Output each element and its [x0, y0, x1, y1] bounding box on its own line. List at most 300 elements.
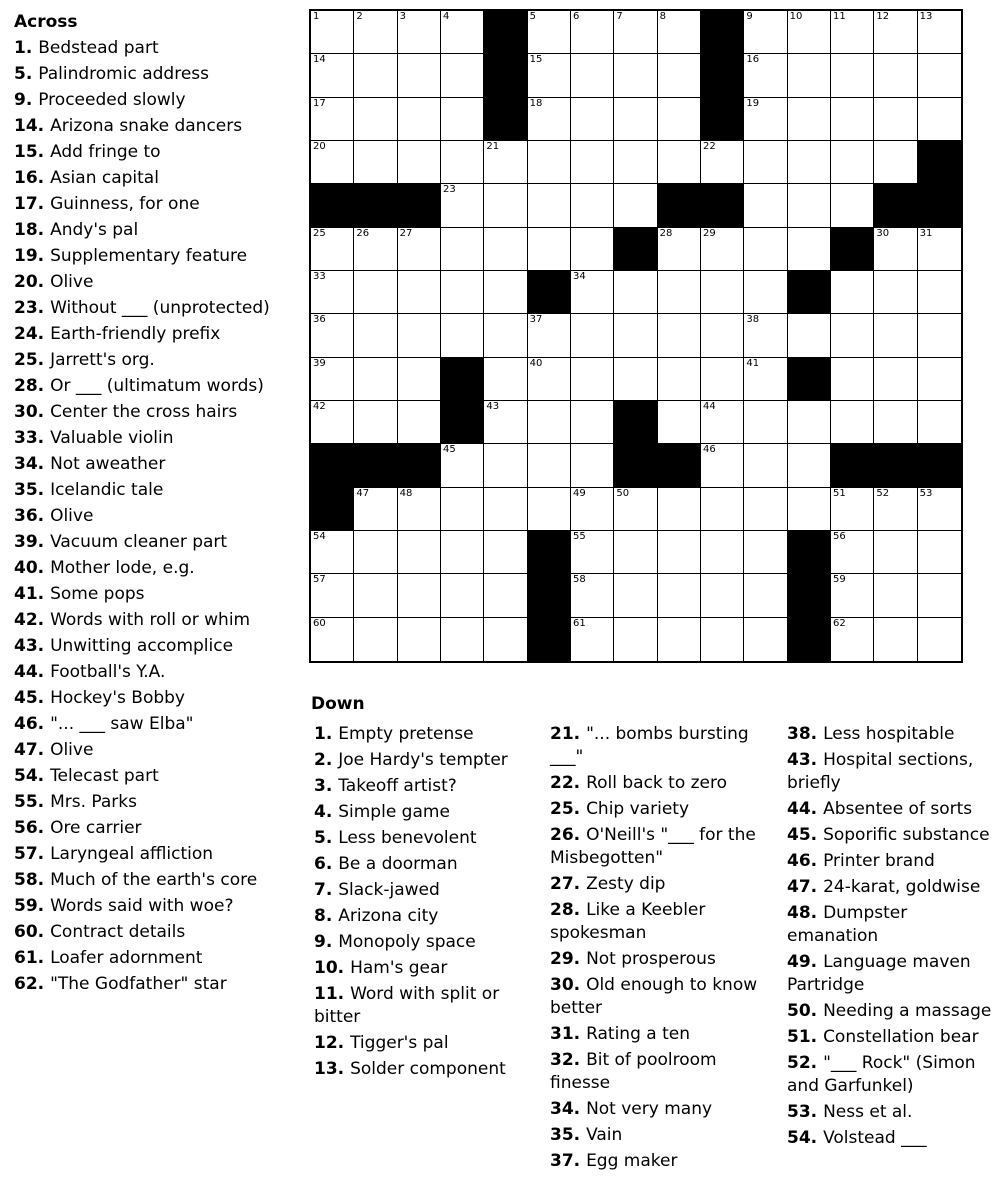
- grid-cell[interactable]: [398, 488, 441, 531]
- grid-cell[interactable]: [874, 271, 917, 314]
- across-clue-25[interactable]: [14, 347, 304, 373]
- grid-cell[interactable]: [831, 531, 874, 574]
- grid-cell[interactable]: [484, 228, 527, 271]
- grid-cell[interactable]: [484, 444, 527, 487]
- across-clue-15[interactable]: [14, 139, 304, 165]
- clue-number: 32: [550, 1050, 574, 1070]
- grid-cell[interactable]: [571, 358, 614, 401]
- grid-cell[interactable]: [701, 574, 744, 617]
- grid-cell[interactable]: [744, 141, 787, 184]
- grid-cell[interactable]: [701, 488, 744, 531]
- grid-cell[interactable]: [571, 141, 614, 184]
- grid-cell[interactable]: [441, 184, 484, 227]
- grid-cell[interactable]: [311, 574, 354, 617]
- across-clue-62[interactable]: [14, 971, 304, 997]
- grid-cell[interactable]: [484, 271, 527, 314]
- across-clue-30[interactable]: [14, 399, 304, 425]
- grid-cell[interactable]: [788, 488, 831, 531]
- down-clue-45[interactable]: [787, 824, 1001, 847]
- across-clue-59[interactable]: [14, 893, 304, 919]
- grid-cell[interactable]: [441, 531, 484, 574]
- down-clue-3[interactable]: [314, 775, 539, 798]
- grid-cell[interactable]: [701, 228, 744, 271]
- grid-cell[interactable]: [831, 314, 874, 357]
- clue-text: Without ___ (unprotected): [50, 298, 270, 318]
- grid-cell[interactable]: [441, 271, 484, 314]
- down-clue-32[interactable]: [550, 1049, 775, 1095]
- down-clue-13[interactable]: [314, 1058, 539, 1081]
- clue-text: Hockey's Bobby: [50, 688, 185, 708]
- grid-cell[interactable]: [831, 574, 874, 617]
- block-cell: [614, 444, 657, 487]
- grid-cell[interactable]: [788, 54, 831, 97]
- grid-cell[interactable]: [918, 271, 961, 314]
- grid-cell[interactable]: [874, 488, 917, 531]
- grid-cell[interactable]: [788, 228, 831, 271]
- grid-cell[interactable]: [701, 531, 744, 574]
- grid-cell[interactable]: [398, 574, 441, 617]
- grid-cell[interactable]: [744, 228, 787, 271]
- grid-cell[interactable]: [571, 444, 614, 487]
- grid-cell[interactable]: [571, 271, 614, 314]
- down-clue-2[interactable]: [314, 749, 539, 772]
- grid-cell[interactable]: [614, 358, 657, 401]
- grid-cell[interactable]: [441, 314, 484, 357]
- across-clue-20[interactable]: [14, 269, 304, 295]
- grid-cell[interactable]: [831, 11, 874, 54]
- grid-cell[interactable]: [398, 141, 441, 184]
- down-clue-11[interactable]: [314, 983, 539, 1029]
- grid-cell[interactable]: [874, 358, 917, 401]
- grid-cell[interactable]: [658, 531, 701, 574]
- clue-number-dot: .: [37, 506, 51, 526]
- clue-number: 16: [14, 168, 38, 188]
- grid-cell[interactable]: [354, 618, 397, 661]
- grid-cell[interactable]: [831, 271, 874, 314]
- grid-cell[interactable]: [528, 141, 571, 184]
- grid-cell[interactable]: [484, 314, 527, 357]
- grid-cell[interactable]: [874, 574, 917, 617]
- grid-cell[interactable]: [614, 314, 657, 357]
- grid-cell[interactable]: [874, 314, 917, 357]
- grid-cell[interactable]: [614, 141, 657, 184]
- grid-cell[interactable]: [788, 11, 831, 54]
- clue-number: 10: [314, 958, 338, 978]
- grid-cell[interactable]: [614, 531, 657, 574]
- grid-cell[interactable]: [354, 314, 397, 357]
- down-clue-1[interactable]: [314, 723, 539, 746]
- block-cell: [658, 444, 701, 487]
- grid-cell[interactable]: [788, 401, 831, 444]
- grid-cell[interactable]: [614, 271, 657, 314]
- down-clue-28[interactable]: [550, 899, 775, 945]
- grid-cell[interactable]: [398, 401, 441, 444]
- grid-cell[interactable]: [441, 444, 484, 487]
- grid-cell[interactable]: [571, 488, 614, 531]
- grid-cell[interactable]: [831, 358, 874, 401]
- across-clue-60[interactable]: [14, 919, 304, 945]
- grid-cell[interactable]: [311, 531, 354, 574]
- clue-text: Supplementary feature: [50, 246, 248, 266]
- grid-cell[interactable]: [398, 531, 441, 574]
- across-clue-57[interactable]: [14, 841, 304, 867]
- down-clue-27[interactable]: [550, 873, 775, 896]
- cell-number: 22: [702, 140, 716, 152]
- clue-text: Earth-friendly prefix: [50, 324, 221, 344]
- across-clue-41[interactable]: [14, 581, 304, 607]
- grid-cell[interactable]: [528, 488, 571, 531]
- grid-cell[interactable]: [744, 531, 787, 574]
- block-cell: [788, 531, 831, 574]
- grid-cell[interactable]: [831, 184, 874, 227]
- grid-cell[interactable]: [614, 11, 657, 54]
- down-clue-4[interactable]: [314, 801, 539, 824]
- grid-cell[interactable]: [918, 531, 961, 574]
- grid-cell[interactable]: [744, 98, 787, 141]
- grid-cell[interactable]: [918, 488, 961, 531]
- grid-cell[interactable]: [354, 358, 397, 401]
- grid-cell[interactable]: [528, 98, 571, 141]
- across-clue-16[interactable]: [14, 165, 304, 191]
- grid-cell[interactable]: [354, 11, 397, 54]
- grid-cell[interactable]: [658, 488, 701, 531]
- grid-cell[interactable]: [571, 11, 614, 54]
- grid-cell[interactable]: [918, 401, 961, 444]
- clue-number: 62: [14, 974, 38, 994]
- grid-cell[interactable]: [874, 98, 917, 141]
- across-clue-36[interactable]: [14, 503, 304, 529]
- grid-cell[interactable]: [831, 401, 874, 444]
- grid-cell[interactable]: [484, 358, 527, 401]
- grid-cell[interactable]: [528, 184, 571, 227]
- down-clue-21[interactable]: [550, 723, 775, 769]
- across-clue-18[interactable]: [14, 217, 304, 243]
- grid-cell[interactable]: [918, 54, 961, 97]
- across-clue-19[interactable]: [14, 243, 304, 269]
- grid-cell[interactable]: [484, 141, 527, 184]
- across-clue-35[interactable]: [14, 477, 304, 503]
- down-clue-51[interactable]: [787, 1026, 1001, 1049]
- clue-number-dot: .: [337, 958, 351, 978]
- down-clue-54[interactable]: [787, 1127, 1001, 1150]
- clue-text: Monopoly space: [338, 932, 476, 952]
- down-clue-47[interactable]: [787, 876, 1001, 899]
- across-clue-45[interactable]: [14, 685, 304, 711]
- across-clue-39[interactable]: [14, 529, 304, 555]
- grid-cell[interactable]: [354, 574, 397, 617]
- down-clue-35[interactable]: [550, 1124, 775, 1147]
- grid-cell[interactable]: [441, 574, 484, 617]
- grid-cell[interactable]: [918, 358, 961, 401]
- grid-cell[interactable]: [874, 141, 917, 184]
- grid-cell[interactable]: [788, 184, 831, 227]
- grid-cell[interactable]: [528, 11, 571, 54]
- across-clue-28[interactable]: [14, 373, 304, 399]
- grid-cell[interactable]: [398, 11, 441, 54]
- across-clue-5[interactable]: [14, 61, 304, 87]
- grid-cell[interactable]: [744, 488, 787, 531]
- grid-cell[interactable]: [354, 141, 397, 184]
- grid-cell[interactable]: [528, 54, 571, 97]
- grid-cell[interactable]: [918, 98, 961, 141]
- grid-cell[interactable]: [614, 574, 657, 617]
- grid-cell[interactable]: [744, 401, 787, 444]
- down-clue-38[interactable]: [787, 723, 1001, 746]
- down-clue-31[interactable]: [550, 1023, 775, 1046]
- across-clue-24[interactable]: [14, 321, 304, 347]
- grid-cell[interactable]: [311, 401, 354, 444]
- clue-number-dot: .: [810, 1001, 824, 1021]
- clue-number-dot: .: [573, 1050, 587, 1070]
- cell-number: 19: [746, 97, 760, 109]
- grid-cell[interactable]: [658, 11, 701, 54]
- down-clue-30[interactable]: [550, 974, 775, 1020]
- across-clue-34[interactable]: [14, 451, 304, 477]
- grid-cell[interactable]: [614, 618, 657, 661]
- across-clue-42[interactable]: [14, 607, 304, 633]
- grid-cell[interactable]: [398, 314, 441, 357]
- clue-text: Zesty dip: [586, 874, 666, 894]
- grid-cell[interactable]: [398, 358, 441, 401]
- grid-cell[interactable]: [354, 228, 397, 271]
- clue-number-dot: .: [325, 906, 339, 926]
- grid-cell[interactable]: [658, 574, 701, 617]
- grid-cell[interactable]: [788, 444, 831, 487]
- grid-cell[interactable]: [441, 228, 484, 271]
- down-clue-25[interactable]: [550, 798, 775, 821]
- across-clue-9[interactable]: [14, 87, 304, 113]
- cell-number: 39: [313, 357, 326, 369]
- grid-cell[interactable]: [918, 228, 961, 271]
- grid-cell[interactable]: [484, 618, 527, 661]
- grid-cell[interactable]: [658, 54, 701, 97]
- across-clue-43[interactable]: [14, 633, 304, 659]
- grid-cell[interactable]: [614, 98, 657, 141]
- grid-cell[interactable]: [658, 401, 701, 444]
- down-clue-10[interactable]: [314, 957, 539, 980]
- across-clue-55[interactable]: [14, 789, 304, 815]
- grid-cell[interactable]: [788, 141, 831, 184]
- grid-cell[interactable]: [744, 618, 787, 661]
- grid-cell[interactable]: [658, 618, 701, 661]
- grid-cell[interactable]: [354, 488, 397, 531]
- grid-cell[interactable]: [744, 574, 787, 617]
- grid-cell[interactable]: [614, 488, 657, 531]
- grid-cell[interactable]: [614, 184, 657, 227]
- grid-cell[interactable]: [918, 618, 961, 661]
- block-cell: [311, 184, 354, 227]
- down-clue-5[interactable]: [314, 827, 539, 850]
- grid-cell[interactable]: [701, 314, 744, 357]
- across-clue-17[interactable]: [14, 191, 304, 217]
- clue-number-dot: .: [325, 724, 339, 744]
- block-cell: [874, 444, 917, 487]
- across-clue-23[interactable]: [14, 295, 304, 321]
- down-clue-37[interactable]: [550, 1150, 775, 1173]
- grid-cell[interactable]: [571, 574, 614, 617]
- block-cell: [441, 401, 484, 444]
- grid-cell[interactable]: [744, 444, 787, 487]
- across-clue-33[interactable]: [14, 425, 304, 451]
- grid-cell[interactable]: [874, 401, 917, 444]
- grid-cell[interactable]: [441, 98, 484, 141]
- grid-cell[interactable]: [874, 228, 917, 271]
- grid-cell[interactable]: [701, 358, 744, 401]
- grid-cell[interactable]: [398, 271, 441, 314]
- clue-number-dot: .: [810, 825, 824, 845]
- grid-cell[interactable]: [311, 141, 354, 184]
- grid-cell[interactable]: [571, 184, 614, 227]
- grid-cell[interactable]: [874, 54, 917, 97]
- grid-cell[interactable]: [311, 358, 354, 401]
- grid-cell[interactable]: [831, 54, 874, 97]
- grid-cell[interactable]: [398, 98, 441, 141]
- grid-cell[interactable]: [311, 98, 354, 141]
- down-clue-48[interactable]: [787, 902, 1001, 948]
- grid-cell[interactable]: [311, 228, 354, 271]
- across-clue-46[interactable]: [14, 711, 304, 737]
- grid-cell[interactable]: [571, 228, 614, 271]
- grid-cell[interactable]: [831, 141, 874, 184]
- grid-cell[interactable]: [701, 271, 744, 314]
- grid-cell[interactable]: [658, 358, 701, 401]
- down-clue-52[interactable]: [787, 1052, 1001, 1098]
- down-clue-50[interactable]: [787, 1000, 1001, 1023]
- down-clue-34[interactable]: [550, 1098, 775, 1121]
- clue-number-dot: .: [325, 932, 339, 952]
- grid-cell[interactable]: [441, 11, 484, 54]
- grid-cell[interactable]: [441, 141, 484, 184]
- grid-cell[interactable]: [484, 184, 527, 227]
- grid-cell[interactable]: [788, 98, 831, 141]
- grid-cell[interactable]: [528, 228, 571, 271]
- grid-cell[interactable]: [484, 531, 527, 574]
- cell-number: 20: [313, 140, 326, 152]
- down-clue-6[interactable]: [314, 853, 539, 876]
- grid-cell[interactable]: [744, 184, 787, 227]
- across-clue-40[interactable]: [14, 555, 304, 581]
- grid-cell[interactable]: [788, 314, 831, 357]
- grid-cell[interactable]: [571, 314, 614, 357]
- across-clue-1[interactable]: [14, 35, 304, 61]
- down-clue-22[interactable]: [550, 772, 775, 795]
- grid-cell[interactable]: [658, 141, 701, 184]
- grid-cell[interactable]: [354, 531, 397, 574]
- across-clue-56[interactable]: [14, 815, 304, 841]
- grid-cell[interactable]: [398, 228, 441, 271]
- clue-text: Absentee of sorts: [823, 799, 973, 819]
- grid-cell[interactable]: [918, 574, 961, 617]
- block-cell: [354, 444, 397, 487]
- grid-cell[interactable]: [311, 618, 354, 661]
- grid-cell[interactable]: [744, 271, 787, 314]
- grid-cell[interactable]: [571, 618, 614, 661]
- grid-cell[interactable]: [484, 401, 527, 444]
- down-clue-43[interactable]: [787, 749, 1001, 795]
- grid-cell[interactable]: [398, 54, 441, 97]
- grid-cell[interactable]: [701, 618, 744, 661]
- grid-cell[interactable]: [831, 488, 874, 531]
- grid-cell[interactable]: [658, 228, 701, 271]
- grid-cell[interactable]: [311, 11, 354, 54]
- grid-cell[interactable]: [354, 98, 397, 141]
- across-clue-14[interactable]: [14, 113, 304, 139]
- grid-cell[interactable]: [571, 401, 614, 444]
- grid-cell[interactable]: [528, 358, 571, 401]
- down-clue-46[interactable]: [787, 850, 1001, 873]
- down-clue-44[interactable]: [787, 798, 1001, 821]
- grid-cell[interactable]: [571, 531, 614, 574]
- grid-cell[interactable]: [528, 401, 571, 444]
- clue-text: Hospital sections, briefly: [787, 750, 974, 793]
- down-clue-53[interactable]: [787, 1101, 1001, 1124]
- grid-cell[interactable]: [311, 54, 354, 97]
- grid-cell[interactable]: [484, 488, 527, 531]
- grid-cell[interactable]: [354, 54, 397, 97]
- grid-cell[interactable]: [658, 314, 701, 357]
- grid-cell[interactable]: [441, 618, 484, 661]
- grid-cell[interactable]: [441, 488, 484, 531]
- grid-cell[interactable]: [744, 54, 787, 97]
- down-clue-26[interactable]: [550, 824, 775, 870]
- cell-number: 60: [313, 617, 326, 629]
- down-clue-7[interactable]: [314, 879, 539, 902]
- down-clue-29[interactable]: [550, 948, 775, 971]
- grid-cell[interactable]: [354, 401, 397, 444]
- across-clue-54[interactable]: [14, 763, 304, 789]
- grid-cell[interactable]: [311, 314, 354, 357]
- across-clue-44[interactable]: [14, 659, 304, 685]
- clue-text: Ore carrier: [50, 818, 142, 838]
- down-clue-49[interactable]: [787, 951, 1001, 997]
- clue-number-dot: .: [37, 740, 51, 760]
- grid-cell[interactable]: [398, 618, 441, 661]
- grid-cell[interactable]: [874, 11, 917, 54]
- grid-cell[interactable]: [658, 98, 701, 141]
- grid-cell[interactable]: [701, 444, 744, 487]
- grid-cell[interactable]: [918, 11, 961, 54]
- across-clue-61[interactable]: [14, 945, 304, 971]
- grid-cell[interactable]: [744, 11, 787, 54]
- grid-cell[interactable]: [441, 54, 484, 97]
- grid-cell[interactable]: [874, 531, 917, 574]
- grid-cell[interactable]: [831, 98, 874, 141]
- grid-cell[interactable]: [528, 314, 571, 357]
- grid-cell[interactable]: [484, 574, 527, 617]
- grid-cell[interactable]: [528, 444, 571, 487]
- grid-cell[interactable]: [831, 618, 874, 661]
- grid-cell[interactable]: [571, 54, 614, 97]
- across-clue-58[interactable]: [14, 867, 304, 893]
- grid-cell[interactable]: [701, 401, 744, 444]
- grid-cell[interactable]: [311, 271, 354, 314]
- grid-cell[interactable]: [701, 141, 744, 184]
- grid-cell[interactable]: [571, 98, 614, 141]
- grid-cell[interactable]: [874, 618, 917, 661]
- cell-number: 59: [832, 574, 846, 586]
- grid-cell[interactable]: [744, 314, 787, 357]
- down-clue-9[interactable]: [314, 931, 539, 954]
- grid-cell[interactable]: [918, 314, 961, 357]
- down-clue-8[interactable]: [314, 905, 539, 928]
- grid-cell[interactable]: [354, 271, 397, 314]
- grid-cell[interactable]: [744, 358, 787, 401]
- grid-cell[interactable]: [658, 271, 701, 314]
- clue-text: Proceeded slowly: [38, 90, 186, 110]
- down-clue-12[interactable]: [314, 1032, 539, 1055]
- across-clue-47[interactable]: [14, 737, 304, 763]
- grid-cell[interactable]: [614, 54, 657, 97]
